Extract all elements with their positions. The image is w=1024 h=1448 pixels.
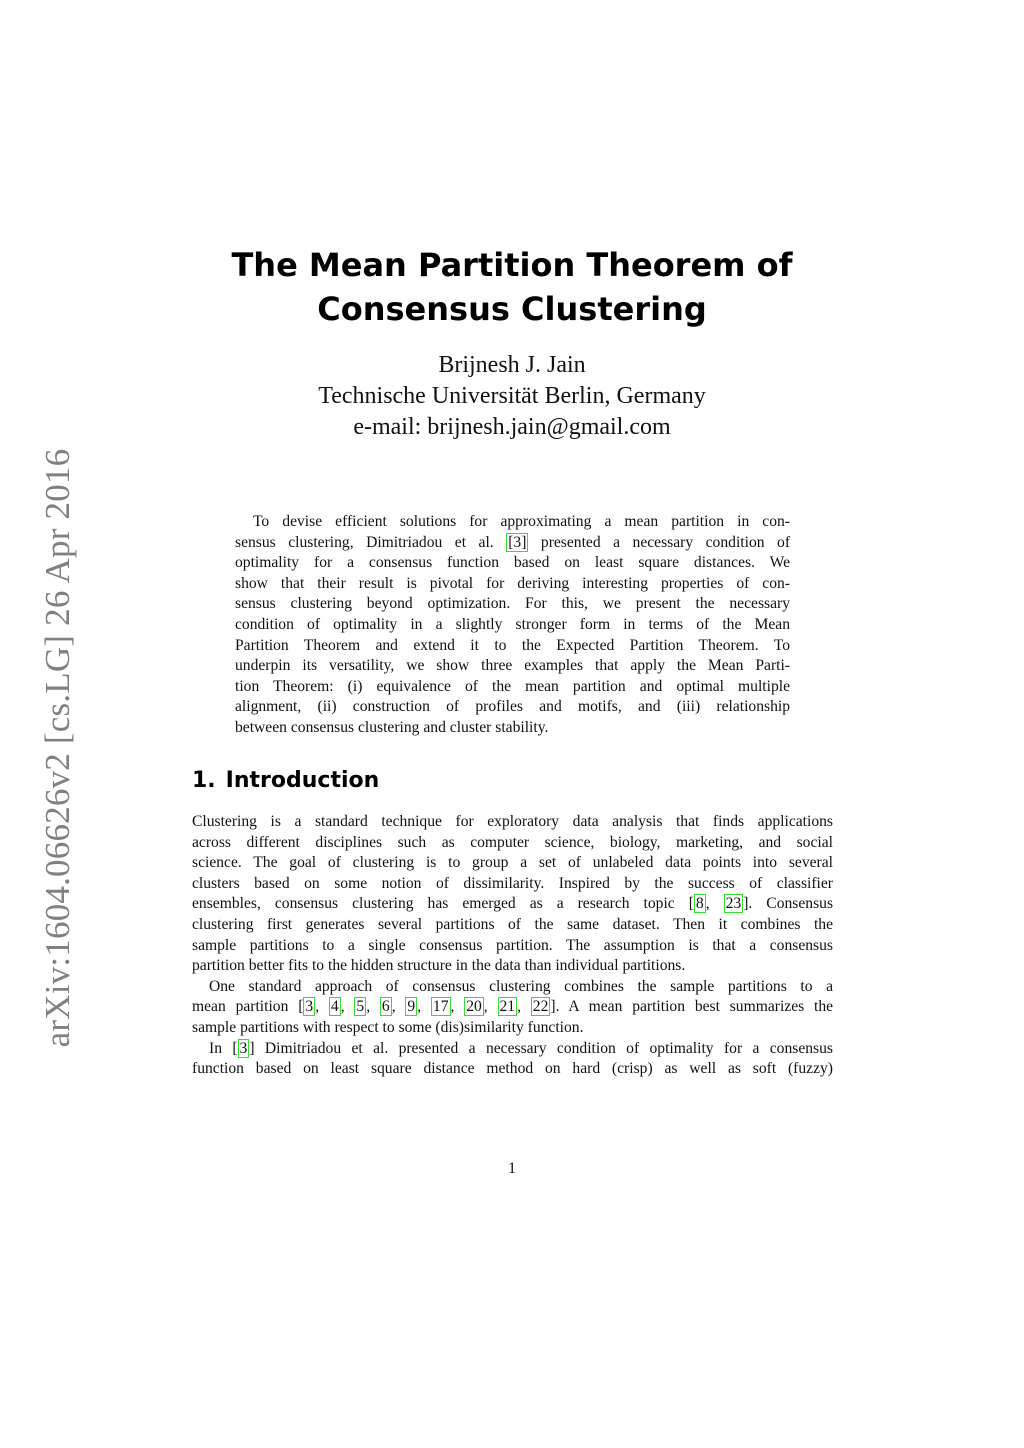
- page-number: 1: [508, 1160, 516, 1177]
- citation-link[interactable]: 23: [725, 895, 742, 913]
- body-line: ensembles, consensus clustering has emerged as a research topic [ 8 , 23 ]. Consensus: [192, 895, 834, 913]
- abstract-line: between consensus clustering and cluster stability.: [235, 718, 549, 736]
- abstract-line: tion Theorem: (i) equivalence of the mean partition and optimal multiple: [235, 677, 790, 695]
- body-line: clustering first generates several partitions of the same dataset. Then it combines the: [192, 915, 833, 933]
- citation-link[interactable]: 3: [239, 1039, 248, 1057]
- abstract-line: optimality for a consensus function based on least square distances. We: [235, 554, 790, 572]
- abstract-line: underpin its versatility, we show three examples that apply the Mean Parti-: [235, 657, 790, 675]
- body-line: One standard approach of consensus clustering combines the sample partitions to a: [209, 977, 833, 995]
- abstract-line: show that their result is pivotal for deriving interesting properties of con-: [235, 574, 790, 592]
- body-line: science. The goal of clustering is to group a set of unlabeled data points into several: [192, 854, 833, 872]
- title-line-2: Consensus Clustering: [317, 290, 707, 328]
- body-line: clusters based on some notion of dissimilarity. Inspired by the success of classifier: [192, 874, 833, 892]
- body-line: sample partitions to a single consensus partition. The assumption is that a consensus: [192, 936, 833, 954]
- section-heading-introduction: [192, 766, 379, 796]
- abstract-line: sensus clustering, Dimitriadou et al. [3] presented a necessary condition of: [235, 533, 791, 551]
- section-title: Introduction: [225, 768, 380, 793]
- author-affiliation: Technische Universität Berlin, Germany: [318, 383, 706, 409]
- abstract-line: To devise efficient solutions for approximating a mean partition in con-: [253, 513, 790, 530]
- body-line: mean partition [ 3 , 4 , 5 , 6 , 9 , 17 , 20 , 21 , 22 ]. A mean partition best summarizes the: [192, 998, 834, 1016]
- body-line: Clustering is a standard technique for exploratory data analysis that finds applications: [192, 813, 833, 830]
- citation-link[interactable]: 6: [381, 998, 390, 1016]
- body-line: across different disciplines such as computer science, biology, marketing, and social: [192, 833, 833, 851]
- body-line: In [ 3 ] Dimitriadou et al. presented a necessary condition of optimality for a consensus: [209, 1039, 833, 1057]
- citation-link[interactable]: 4: [330, 998, 339, 1016]
- abstract-line: Partition Theorem and extend it to the Expected Partition Theorem. To: [235, 636, 790, 654]
- abstract-line: sensus clustering beyond optimization. For this, we present the necessary: [235, 595, 790, 613]
- section-number: 1.: [192, 768, 216, 793]
- abstract: [235, 512, 790, 739]
- abstract-line: alignment, (ii) construction of profiles and motifs, and (iii) relationship: [235, 698, 790, 716]
- citation-link[interactable]: [3]: [508, 533, 527, 551]
- title-line-1: The Mean Partition Theorem of: [231, 246, 793, 284]
- arxiv-identifier: arXiv:1604.06626v2 [cs.LG] 26 Apr 2016: [38, 448, 77, 1048]
- paper-title: [0, 243, 1024, 331]
- abstract-line: condition of optimality in a slightly stronger form in terms of the Mean: [235, 615, 790, 633]
- citation-link[interactable]: 3: [305, 998, 314, 1016]
- citation-link[interactable]: 20: [466, 998, 482, 1016]
- citation-link[interactable]: 17: [432, 998, 449, 1016]
- citation-link[interactable]: 9: [407, 998, 416, 1016]
- author-block: [0, 350, 1024, 443]
- body-line: partition better fits to the hidden structure in the data than individual partitions.: [192, 957, 686, 975]
- citation-link[interactable]: 22: [532, 998, 549, 1016]
- body-line: sample partitions with respect to some (dis)similarity function.: [192, 1018, 584, 1036]
- citation-link[interactable]: 21: [499, 998, 516, 1016]
- body-line: function based on least square distance method on hard (crisp) as well as soft (fuzzy): [192, 1060, 833, 1078]
- citation-link[interactable]: 8: [695, 895, 704, 913]
- author-name: Brijnesh J. Jain: [438, 352, 586, 378]
- introduction-body: [192, 812, 833, 1080]
- author-email: e-mail: brijnesh.jain@gmail.com: [353, 414, 671, 440]
- citation-link[interactable]: 5: [356, 998, 365, 1016]
